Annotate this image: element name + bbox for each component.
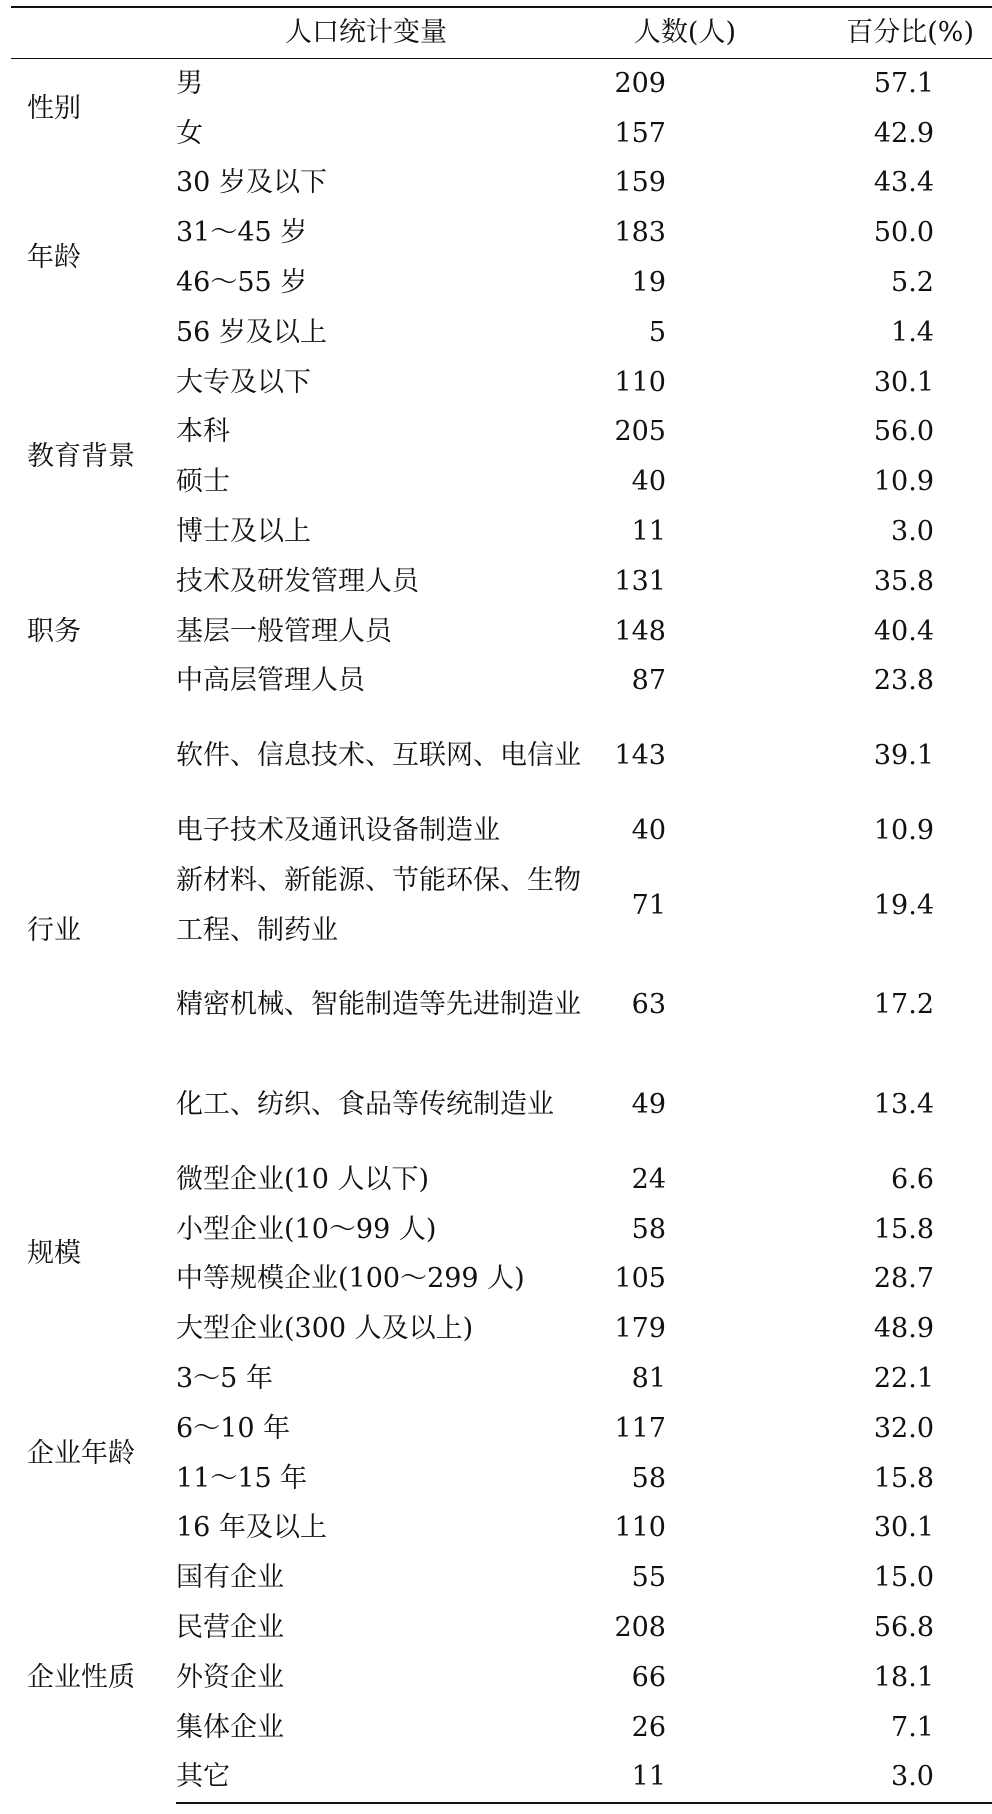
table-row (11, 1553, 992, 1603)
percent-cell: 43.4 (873, 167, 934, 199)
count-cell: 209 (614, 67, 666, 99)
group-label: 年龄 (27, 242, 81, 274)
table-row (11, 58, 992, 108)
table-body (11, 58, 992, 1803)
count-cell: 49 (631, 1089, 666, 1121)
table-row (11, 557, 992, 607)
item-text: 电子技术及通讯设备制造业 (176, 814, 500, 846)
percent-cell: 19.4 (873, 889, 934, 921)
count-cell: 71 (631, 889, 666, 921)
item-label (176, 1603, 586, 1653)
demographics-table-container (11, 6, 992, 1804)
item-label (176, 308, 586, 358)
percent-cell: 35.8 (873, 565, 934, 597)
item-text: 新材料、新能源、节能环保、生物工程、制药业 (176, 864, 581, 946)
group-label: 教育背景 (27, 441, 135, 473)
item-label (176, 1354, 586, 1404)
count-cell: 117 (614, 1412, 666, 1444)
item-label (176, 1404, 586, 1454)
table-row (11, 1354, 992, 1404)
percent-cell: 1.4 (891, 316, 934, 348)
count-cell: 63 (631, 989, 666, 1021)
item-text: 微型企业(10 人以下) (176, 1163, 430, 1195)
percent-cell: 13.4 (873, 1089, 934, 1121)
header-measure: 人口统计变量 (11, 7, 586, 58)
percent-cell: 50.0 (873, 217, 934, 249)
item-label (176, 806, 586, 856)
demographics-table (11, 6, 992, 1804)
item-label (176, 407, 586, 457)
item-text: 30 岁及以下 (176, 167, 327, 199)
percent-cell: 23.8 (873, 665, 934, 697)
count-cell: 157 (614, 117, 666, 149)
percent-cell: 30.1 (873, 1512, 934, 1544)
percent-cell: 57.1 (873, 67, 934, 99)
item-text: 中高层管理人员 (176, 665, 365, 697)
table-header (11, 7, 992, 58)
count-cell: 87 (631, 665, 666, 697)
count-cell: 81 (631, 1362, 666, 1394)
count-cell: 19 (631, 266, 666, 298)
item-text: 基层一般管理人员 (176, 615, 392, 647)
item-label (176, 158, 586, 208)
percent-cell: 6.6 (891, 1163, 934, 1195)
item-text: 3～5 年 (176, 1362, 273, 1394)
group-label: 职务 (27, 615, 81, 647)
item-label (176, 557, 586, 607)
count-cell: 105 (614, 1263, 666, 1295)
count-cell: 131 (614, 565, 666, 597)
percent-cell: 42.9 (873, 117, 934, 149)
percent-cell: 7.1 (891, 1711, 934, 1743)
count-cell: 26 (631, 1711, 666, 1743)
table-row (11, 358, 992, 408)
item-label (176, 58, 586, 108)
percent-cell: 56.8 (873, 1611, 934, 1643)
percent-cell: 15.8 (873, 1462, 934, 1494)
item-label (176, 1503, 586, 1553)
count-cell: 58 (631, 1462, 666, 1494)
item-label (176, 1553, 586, 1603)
item-label (176, 1205, 586, 1255)
count-cell: 24 (631, 1163, 666, 1195)
table-row (11, 706, 992, 806)
percent-cell: 22.1 (873, 1362, 934, 1394)
item-label (176, 956, 586, 1056)
item-text: 民营企业 (176, 1611, 284, 1643)
table-row (11, 1155, 992, 1205)
item-text: 本科 (176, 416, 230, 448)
item-text: 技术及研发管理人员 (176, 565, 419, 597)
item-text: 56 岁及以上 (176, 316, 327, 348)
item-text: 女 (176, 117, 203, 149)
percent-cell: 3.0 (891, 515, 934, 547)
item-label (176, 1254, 586, 1304)
percent-cell: 15.0 (873, 1562, 934, 1594)
item-label (176, 1155, 586, 1205)
item-label (176, 109, 586, 159)
item-label (176, 258, 586, 308)
percent-cell: 39.1 (873, 740, 934, 772)
count-cell: 11 (631, 515, 666, 547)
item-text: 博士及以上 (176, 515, 311, 547)
group-label: 性别 (27, 92, 81, 124)
item-text: 硕士 (176, 466, 230, 498)
group-label: 行业 (27, 914, 81, 946)
count-cell: 205 (614, 416, 666, 448)
item-text: 国有企业 (176, 1562, 284, 1594)
count-cell: 143 (614, 740, 666, 772)
percent-cell: 15.8 (873, 1213, 934, 1245)
item-label (176, 208, 586, 258)
item-label (176, 607, 586, 657)
count-cell: 40 (631, 814, 666, 846)
count-cell: 58 (631, 1213, 666, 1245)
item-label (176, 656, 586, 706)
count-cell: 110 (614, 1512, 666, 1544)
group-label: 企业性质 (27, 1662, 135, 1694)
item-label (176, 1703, 586, 1753)
count-cell: 11 (586, 1752, 736, 1803)
item-text: 16 年及以上 (176, 1512, 327, 1544)
percent-cell: 28.7 (873, 1263, 934, 1295)
item-text: 中等规模企业(100～299 人) (176, 1263, 525, 1295)
item-label (176, 358, 586, 408)
percent-cell: 48.9 (873, 1313, 934, 1345)
count-cell: 179 (614, 1313, 666, 1345)
item-text: 化工、纺织、食品等传统制造业 (176, 1088, 554, 1120)
count-cell: 159 (614, 167, 666, 199)
count-cell: 66 (631, 1661, 666, 1693)
header-row (11, 7, 992, 58)
count-cell: 5 (648, 316, 666, 348)
item-text: 大型企业(300 人及以上) (176, 1313, 474, 1345)
percent-cell: 3.0 (736, 1752, 992, 1803)
percent-cell: 17.2 (873, 989, 934, 1021)
item-text: 男 (176, 67, 203, 99)
item-text: 软件、信息技术、互联网、电信业 (176, 739, 581, 771)
count-cell: 148 (614, 615, 666, 647)
item-text: 集体企业 (176, 1711, 284, 1743)
count-cell: 110 (614, 366, 666, 398)
item-text: 31～45 岁 (176, 217, 308, 249)
item-text: 大专及以下 (176, 366, 311, 398)
item-text: 11～15 年 (176, 1462, 308, 1494)
item-text: 6～10 年 (176, 1412, 291, 1444)
count-cell: 208 (614, 1611, 666, 1643)
group-label: 企业年龄 (27, 1437, 135, 1469)
percent-cell: 32.0 (873, 1412, 934, 1444)
item-label (176, 1454, 586, 1504)
percent-cell: 30.1 (873, 366, 934, 398)
item-text: 外资企业 (176, 1661, 284, 1693)
item-text: 其它 (176, 1761, 230, 1793)
item-text: 小型企业(10～99 人) (176, 1213, 437, 1245)
item-label (176, 1055, 586, 1155)
item-label (176, 457, 586, 507)
percent-cell: 10.9 (873, 466, 934, 498)
item-label (176, 507, 586, 557)
header-percent: 百分比(%) (736, 7, 992, 58)
percent-cell: 40.4 (873, 615, 934, 647)
item-label (176, 706, 586, 806)
item-label (176, 1653, 586, 1703)
group-label: 规模 (27, 1238, 81, 1270)
percent-cell: 56.0 (873, 416, 934, 448)
item-label (176, 1752, 586, 1803)
percent-cell: 18.1 (873, 1661, 934, 1693)
item-text: 精密机械、智能制造等先进制造业 (176, 989, 581, 1021)
header-count: 人数(人) (586, 7, 736, 58)
percent-cell: 10.9 (873, 814, 934, 846)
item-label (176, 1304, 586, 1354)
count-cell: 183 (614, 217, 666, 249)
table-row (11, 158, 992, 208)
item-text: 46～55 岁 (176, 266, 308, 298)
count-cell: 55 (631, 1562, 666, 1594)
percent-cell: 5.2 (891, 266, 934, 298)
count-cell: 40 (631, 466, 666, 498)
item-label (176, 856, 586, 956)
